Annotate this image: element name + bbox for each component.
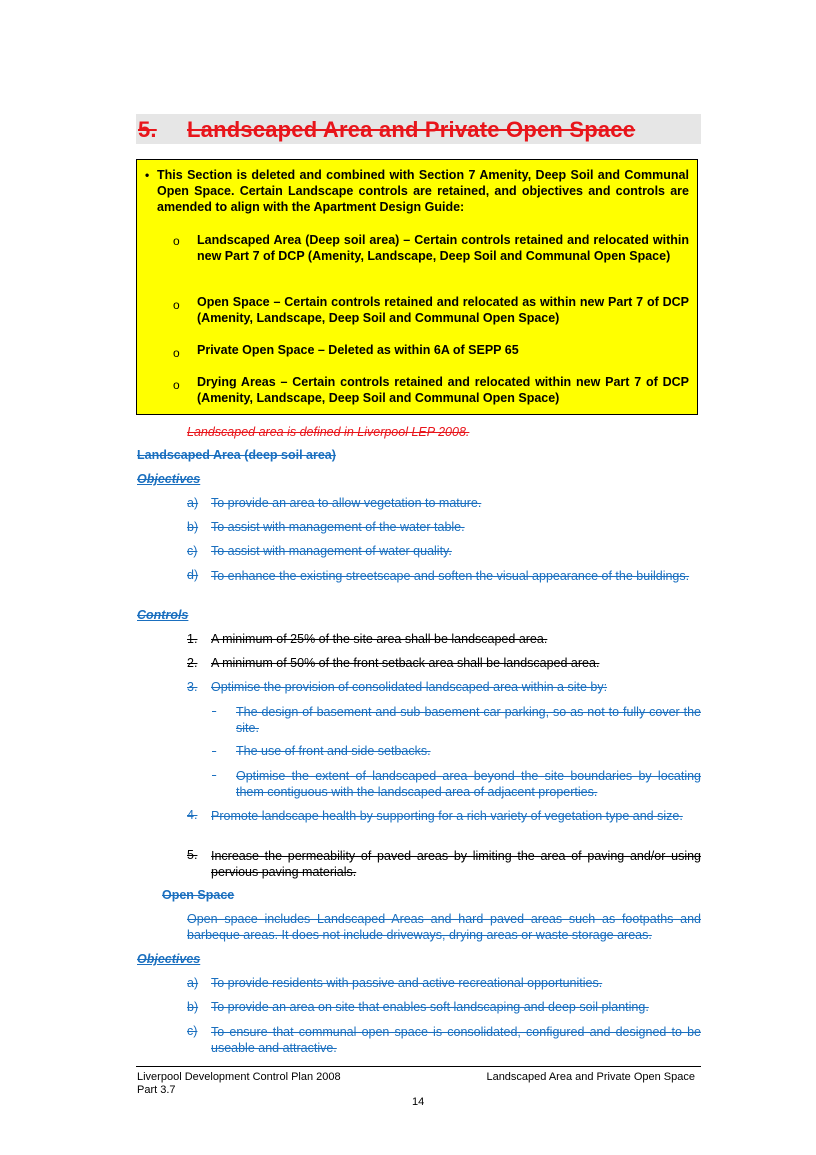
- objective-mark: c): [187, 1024, 198, 1038]
- objective-text: To provide an area to allow vegetation to mature.: [211, 496, 482, 510]
- objective-text: To enhance the existing streetscape and soften the visual appearance of the buildings.: [211, 569, 690, 583]
- control-sub-mark: -: [212, 744, 217, 758]
- objective-mark: b): [187, 520, 199, 534]
- objective-text: To assist with management of water quality.: [211, 544, 452, 558]
- control-mark: 4.: [187, 808, 198, 822]
- objective-text: To assist with management of the water table.: [211, 520, 465, 534]
- objective-text: To provide residents with passive and active recreational opportunities.: [211, 976, 603, 990]
- footer-rule: [136, 1066, 701, 1067]
- notice-item: Drying Areas – Certain controls retained and relocated within new Part 7 of DCP (Amenity, Landscape, Deep Soil and Communal Open Space): [197, 375, 689, 405]
- page-number: 14: [412, 1096, 425, 1108]
- control-text: A minimum of 50% of the front setback area shall be landscaped area.: [211, 656, 600, 670]
- definition-note: Landscaped area is defined in Liverpool LEP 2008.: [187, 425, 470, 439]
- open-space-heading: Open Space: [162, 888, 235, 902]
- section-heading: [136, 114, 701, 144]
- objective-mark: c): [187, 544, 198, 558]
- notice-sub-marker: o: [173, 378, 180, 392]
- control-sub-text: Optimise the extent of landscaped area beyond the site boundaries by locating them contiguous with the landscaped area of adjacent properties.: [236, 769, 701, 799]
- control-mark: 5.: [187, 848, 198, 862]
- objective-text: To ensure that communal open space is consolidated, configured and designed to be useable and attractive.: [211, 1025, 701, 1055]
- control-mark: 1.: [187, 632, 198, 646]
- control-sub-text: The design of basement and sub-basement car parking, so as not to fully cover the site.: [236, 705, 701, 735]
- objective-mark: a): [187, 496, 199, 510]
- controls-label: Controls: [137, 608, 189, 622]
- deletion-notice-box: [136, 159, 698, 415]
- control-text: A minimum of 25% of the site area shall be landscaped area.: [211, 632, 548, 646]
- open-space-description: Open space includes Landscaped Areas and hard paved areas such as footpaths and barbeque areas. It does not include driveways, drying areas or waste storage areas.: [187, 912, 701, 942]
- control-mark: 2.: [187, 656, 198, 670]
- section-title: Landscaped Area and Private Open Space: [187, 117, 636, 142]
- objective-mark: a): [187, 976, 199, 990]
- control-text: Increase the permeability of paved areas by limiting the area of paving and/or using pervious paving materials.: [211, 849, 701, 879]
- notice-sub-marker: o: [173, 298, 180, 312]
- control-sub-text: The use of front and side setbacks.: [236, 744, 431, 758]
- control-sub-mark: -: [212, 704, 217, 718]
- notice-item: Landscaped Area (Deep soil area) – Certain controls retained and relocated within new Part 7 of DCP (Amenity, Landscape, Deep Soil and Communal Open Space): [197, 233, 689, 263]
- control-sub-mark: -: [212, 768, 217, 782]
- control-text: Promote landscape health by supporting for a rich variety of vegetation type and size.: [211, 809, 683, 823]
- objectives-label: Objectives: [137, 952, 201, 966]
- objective-text: To provide an area on site that enables soft landscaping and deep soil planting.: [211, 1000, 649, 1014]
- section-number: 5.: [138, 117, 157, 142]
- footer-section: Landscaped Area and Private Open Space: [486, 1071, 695, 1083]
- objective-mark: b): [187, 1000, 199, 1014]
- landscaped-heading: Landscaped Area (deep soil area): [137, 448, 336, 462]
- notice-sub-marker: o: [173, 234, 180, 248]
- notice-bullet: •: [145, 168, 150, 182]
- footer-doc-title: Liverpool Development Control Plan 2008: [137, 1071, 341, 1083]
- objectives-label: Objectives: [137, 472, 201, 486]
- control-text: Optimise the provision of consolidated landscaped area within a site by:: [211, 680, 608, 694]
- notice-sub-marker: o: [173, 346, 180, 360]
- control-mark: 3.: [187, 680, 198, 694]
- notice-intro: This Section is deleted and combined with Section 7 Amenity, Deep Soil and Communal Open Space. Certain Landscape controls are retained, and objectives and controls are amended to align with the Apartment Design Guide:: [157, 168, 689, 214]
- notice-item: Open Space – Certain controls retained and relocated as within new Part 7 of DCP (Amenity, Landscape, Deep Soil and Communal Open Space): [197, 295, 689, 325]
- objective-mark: d): [187, 568, 199, 582]
- footer-part: Part 3.7: [137, 1084, 176, 1096]
- notice-item: Private Open Space – Deleted as within 6A of SEPP 65: [197, 343, 519, 357]
